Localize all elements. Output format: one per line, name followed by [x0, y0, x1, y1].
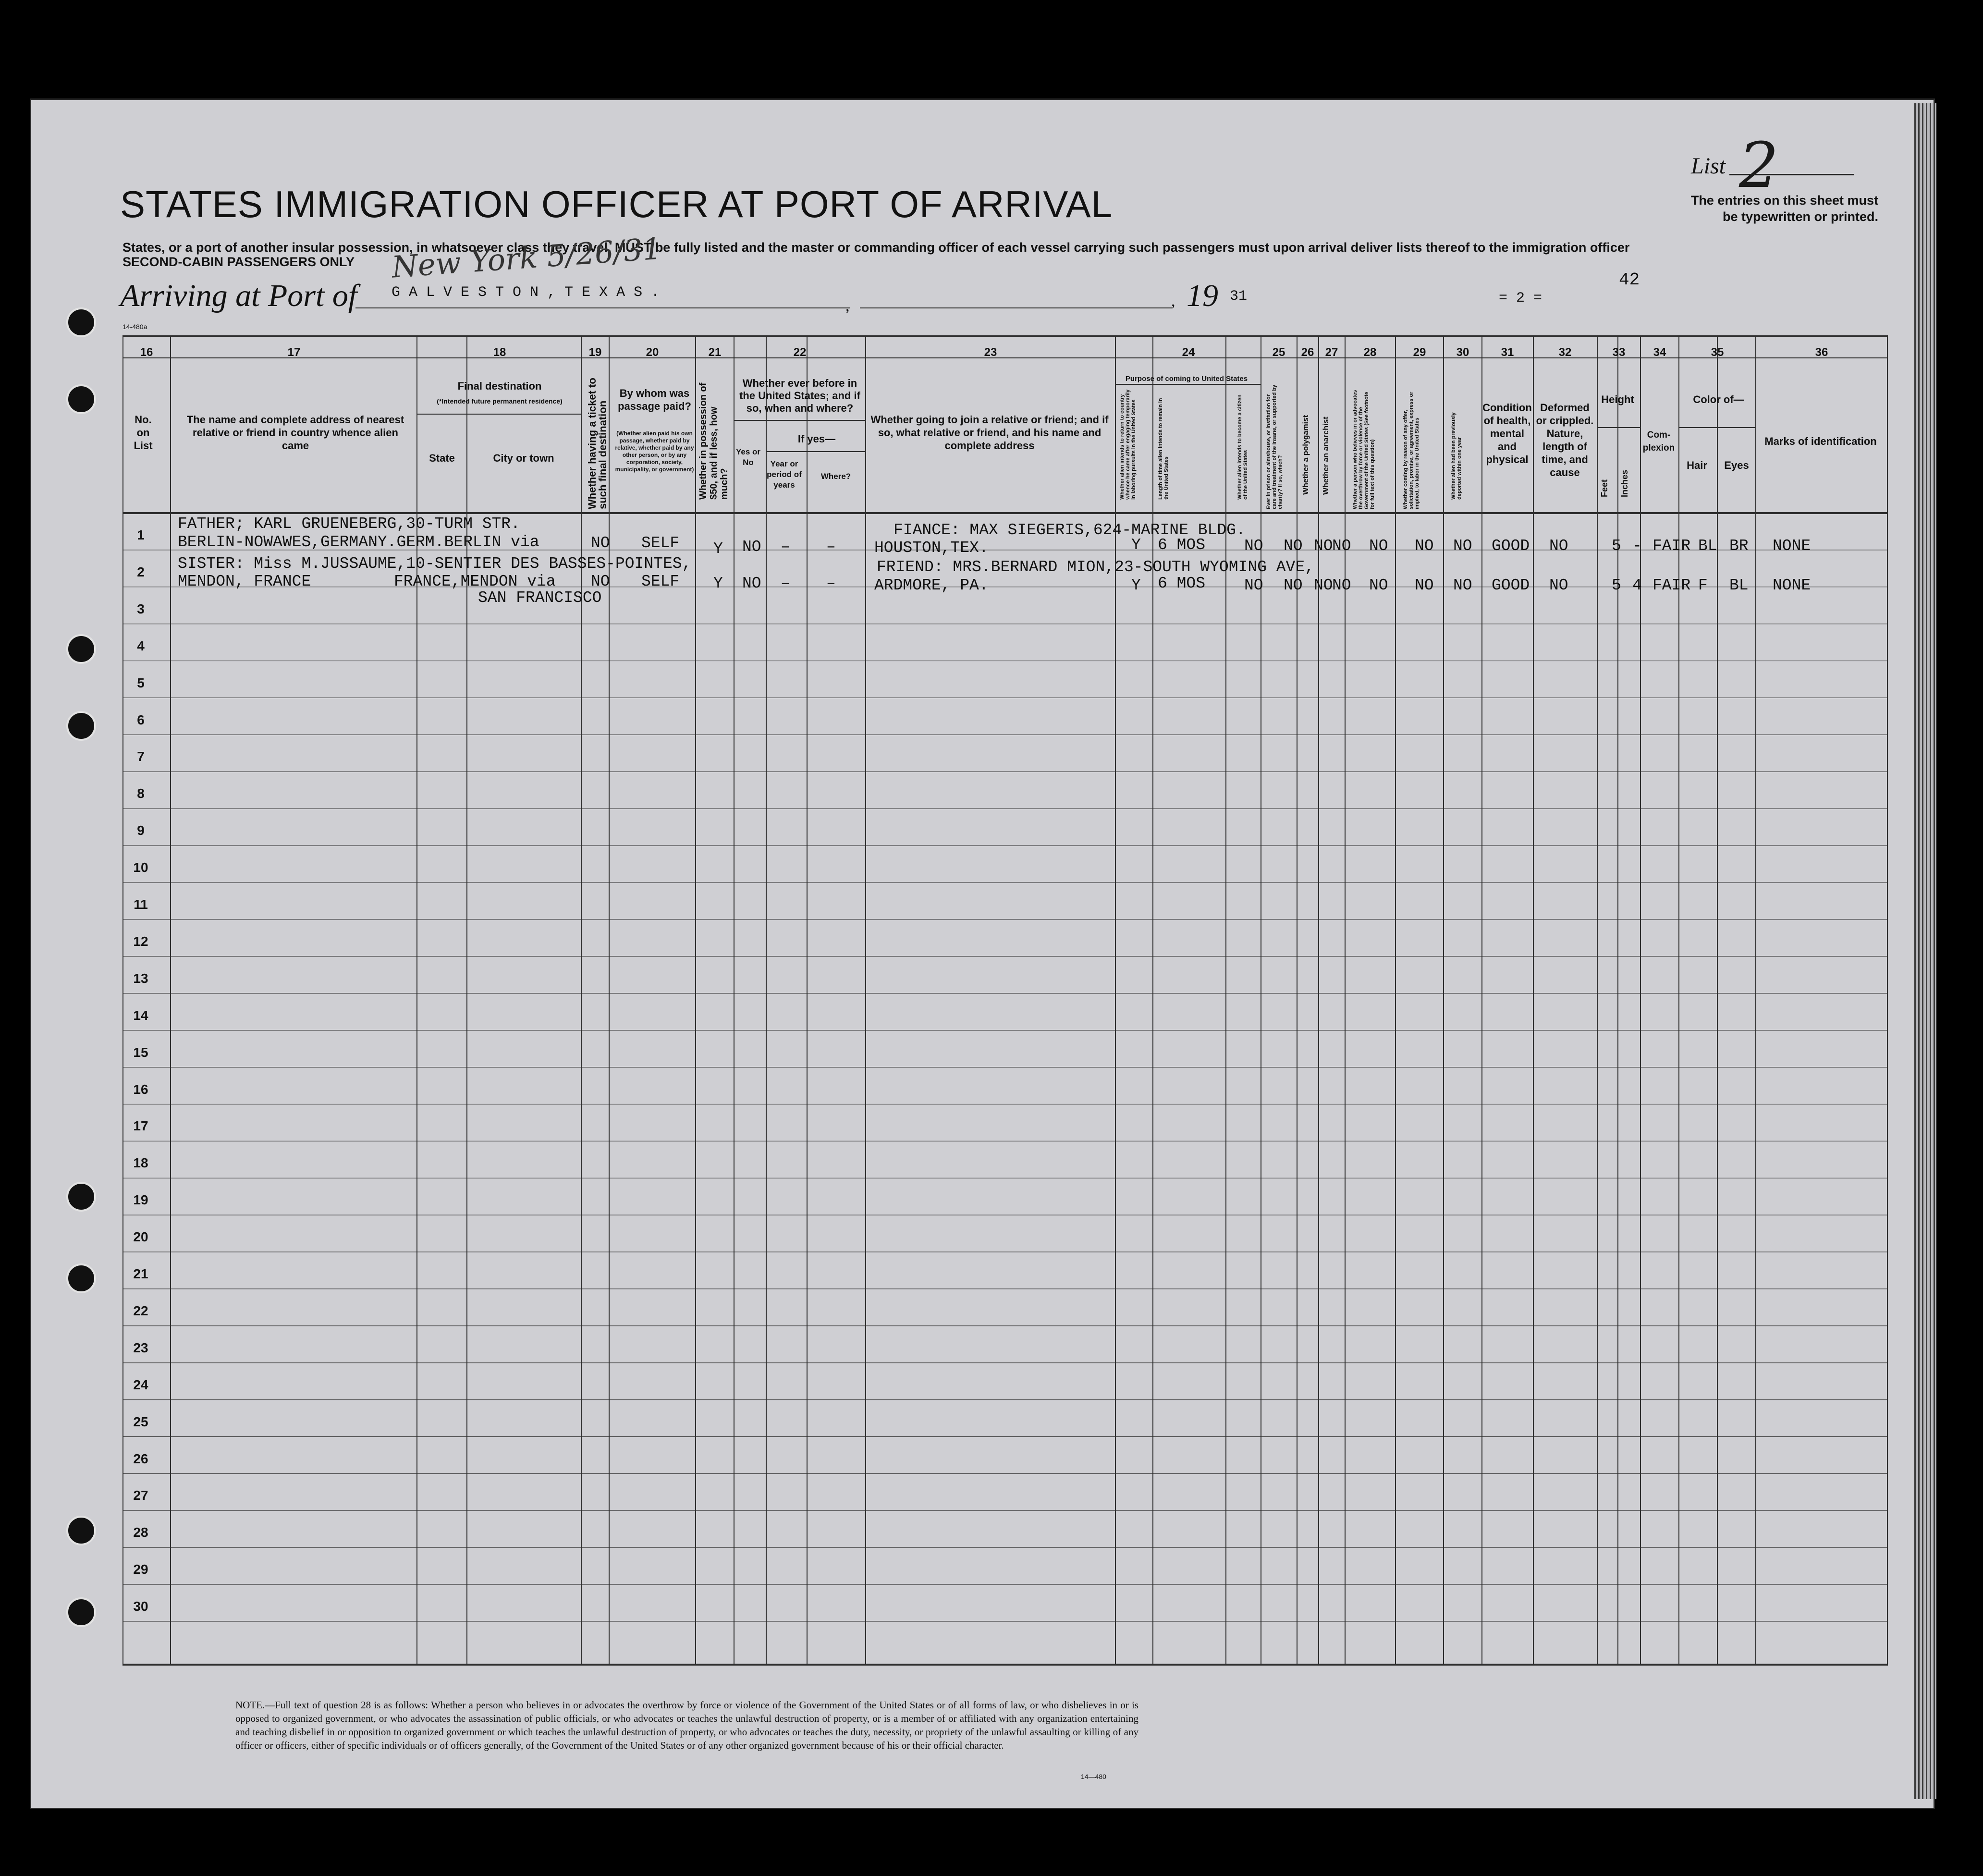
hdr-purpose: Purpose of coming to United States	[1125, 375, 1248, 383]
row-number: 26	[133, 1451, 148, 1466]
hdr-passage-paid-sub: (Whether alien paid his own passage, whether paid by relative, whether paid by any other person, or by any corporation, society, municipality, or government)	[615, 430, 694, 473]
entry-2-deformed: NO	[1549, 576, 1568, 594]
hdr-passage-paid: By whom was passage paid?	[618, 387, 691, 412]
entry-1-paid: SELF	[641, 534, 680, 552]
hdr-feet: Feet	[1600, 479, 1609, 497]
binder-hole-icon	[66, 307, 96, 337]
entry-1-where: –	[826, 538, 836, 556]
column-number-26: 26	[1301, 346, 1314, 359]
row-number: 15	[133, 1044, 148, 1060]
entry-2-fifty: Y	[713, 575, 723, 592]
binder-hole-icon	[66, 1182, 96, 1212]
entry-1-feet: 5	[1612, 537, 1621, 555]
hdr-ever-before: Whether ever before in the United States; and if so, when and where?	[739, 377, 860, 414]
column-number-30: 30	[1456, 346, 1469, 359]
row-number: 6	[137, 712, 145, 727]
entry-2-dest-line2: FRANCE,MENDON via	[394, 573, 556, 590]
entry-1-join-line2: HOUSTON,TEX.	[874, 539, 989, 557]
entry-1-deformed: NO	[1549, 537, 1568, 555]
hdr-hair: Hair	[1687, 459, 1707, 471]
hdr-complexion: Com- plexion	[1642, 430, 1675, 453]
hdr-polygamist: Whether a polygamist	[1302, 415, 1310, 495]
header-line-1: States, or a port of another insular possession, in whatsoever class they travel, MUST be fully listed and the master or commanding officer of each vessel carrying such passengers must upon arrival deliver lists thereof to the immigration officer	[122, 240, 1630, 255]
entry-2-ticket: NO	[591, 573, 610, 590]
entry-2-citizen: NO	[1244, 576, 1263, 594]
entry-1-years: –	[781, 538, 790, 556]
entry-1-join-line1: FIANCE: MAX SIEGERIS,624-MARINE BLDG.	[894, 521, 1246, 539]
hdr-height: Height	[1601, 393, 1634, 405]
row-number: 25	[133, 1414, 148, 1429]
hdr-ticket: Whether having a ticket to such final destination	[586, 378, 609, 509]
row-number: 17	[133, 1118, 148, 1134]
row-number: 23	[133, 1340, 148, 1355]
column-number-34: 34	[1653, 346, 1666, 359]
column-number-22: 22	[793, 346, 807, 359]
hdr-final-destination: Final destination	[457, 380, 542, 392]
column-number-25: 25	[1272, 346, 1285, 359]
hdr-purpose-return: Whether alien intends to return to country whence he came after engaging temporarily in laboring pursuits in the United States	[1119, 389, 1137, 500]
row-number: 18	[133, 1155, 148, 1171]
column-number-31: 31	[1501, 346, 1514, 359]
entry-2-feet: 5	[1612, 576, 1621, 594]
header-line-2: SECOND-CABIN PASSENGERS ONLY	[122, 255, 355, 269]
entry-1-citizen: NO	[1244, 537, 1263, 555]
hdr-state: State	[429, 452, 455, 464]
entry-1-offer: NO	[1415, 537, 1434, 555]
entry-2-relative-line1: SISTER: Miss M.JUSSAUME,10-SENTIER DES BASSES-POINTES,	[178, 555, 692, 573]
entry-1-marks: NONE	[1773, 537, 1811, 555]
row-number: 4	[137, 638, 145, 653]
arriving-label: Arriving at Port of	[120, 278, 357, 313]
entry-2-inches: 4	[1632, 576, 1642, 594]
row-number: 14	[133, 1007, 148, 1023]
year-suffix: 31	[1230, 288, 1248, 305]
row-number: 29	[133, 1562, 148, 1577]
column-number-35: 35	[1711, 346, 1724, 359]
sheet-count: 42	[1619, 270, 1640, 290]
year-prefix: 19	[1187, 278, 1218, 313]
hdr-final-destination-sub: (*Intended future permanent residence)	[437, 397, 563, 405]
row-number: 19	[133, 1192, 148, 1208]
row-number: 1	[137, 527, 145, 542]
row-number: 22	[133, 1303, 148, 1318]
row-number: 28	[133, 1525, 148, 1540]
entry-2-prison: NO	[1284, 576, 1303, 594]
entry-1-inches: -	[1632, 537, 1642, 555]
entry-2-complexion: FAIR	[1652, 576, 1691, 594]
hdr-city: City or town	[493, 452, 554, 464]
column-number-29: 29	[1413, 346, 1426, 359]
hdr-overthrow: Whether a person who believes in or advocates the overthrow by force or violence of the Government of the United States (See footnote for full text of this question)	[1352, 390, 1375, 509]
column-number-32: 32	[1558, 346, 1572, 359]
typewritten-note	[1643, 192, 1878, 225]
entry-2-deported: NO	[1453, 576, 1472, 594]
row-number: 5	[137, 675, 145, 690]
entry-2-polygamist: NO	[1314, 576, 1333, 594]
hdr-purpose-citizen: Whether alien intends to become a citizen of the United States	[1237, 394, 1249, 500]
row-number: 16	[133, 1081, 148, 1097]
row-number: 2	[137, 564, 145, 579]
form-code-bottom: 14—480	[1081, 1773, 1106, 1780]
row-number: 9	[137, 823, 145, 838]
entry-1-returning: Y	[1131, 536, 1141, 554]
column-number-23: 23	[984, 346, 997, 359]
column-number-36: 36	[1815, 346, 1828, 359]
hdr-anarchist: Whether an anarchist	[1322, 417, 1330, 495]
hdr-color-of: Color of—	[1693, 393, 1744, 405]
row-number: 27	[133, 1488, 148, 1503]
entry-1-relative-line1: FATHER; KARL GRUENEBERG,30-TURM STR.	[178, 515, 520, 533]
column-number-33: 33	[1612, 346, 1626, 359]
hdr-where: Where?	[820, 472, 851, 481]
entry-1-length: 6 MOS	[1158, 536, 1206, 554]
row-number: 24	[133, 1377, 148, 1392]
entry-1-prison: NO	[1284, 537, 1303, 555]
typewritten-note-line-2: be typewritten or printed.	[1722, 209, 1878, 224]
list-label: List	[1691, 153, 1726, 179]
entry-2-offer: NO	[1415, 576, 1434, 594]
entry-1-anarchist: NO	[1332, 537, 1351, 555]
binder-hole-icon	[66, 1516, 96, 1545]
hdr-eyes: Eyes	[1724, 459, 1749, 471]
row-number: 20	[133, 1229, 148, 1245]
column-number-21: 21	[708, 346, 722, 359]
entry-1-hair: BL	[1698, 537, 1717, 555]
entry-2-join-line2: ARDMORE, PA.	[874, 576, 989, 594]
binder-hole-icon	[66, 711, 96, 741]
entry-2-relative-line2: MENDON, FRANCE	[178, 573, 311, 590]
hdr-deported: Whether alien had been previously deported within one year	[1451, 412, 1462, 500]
entry-2-length: 6 MOS	[1158, 575, 1206, 592]
handwritten-annotation: New York 5/26/31	[391, 231, 663, 285]
entry-2-where: –	[826, 575, 836, 592]
footnote: NOTE.—Full text of question 28 is as follows: Whether a person who believes in or advocates the overthrow by force or violence of the Government of the United States or of all forms of law, or who disbelieves in or is opposed to organized government, or who advocates the assassination of public officials, or who advocates or teaches the unlawful destruction of property, or is a member of or affiliated with any organization entertaining and teaching disbelief in or opposition to organized government or which teaches the unlawful destruction of property, or who advocates or teaches the duty, necessity, or propriety of the unlawful assaulting or killing of any officer or officers, either of specific individuals or of officers generally, of the Government of the United States or of any other organized government because of his or their official character.	[235, 1699, 1138, 1751]
entry-1-before: NO	[742, 538, 761, 556]
date-underline	[860, 307, 1172, 308]
column-number-24: 24	[1182, 346, 1195, 359]
entry-1-deported: NO	[1453, 537, 1472, 555]
form-code-top: 14-480a	[122, 323, 147, 331]
stacked-page-edges	[1914, 103, 1936, 1799]
entry-2-hair: F	[1698, 576, 1708, 594]
row-number: 12	[133, 933, 148, 949]
list-underline	[1729, 174, 1854, 175]
column-number-20: 20	[646, 346, 659, 359]
hdr-nearest-relative: The name and complete address of nearest relative or friend in country whence alien came	[186, 414, 404, 452]
hdr-health: Condition of health, mental and physical	[1482, 402, 1532, 466]
row-number: 21	[133, 1266, 148, 1281]
hdr-yes-or-no: Yes or No	[735, 447, 761, 467]
column-number-27: 27	[1325, 346, 1338, 359]
hdr-no-on-list: No. on List	[134, 414, 153, 452]
entry-2-marks: NONE	[1773, 576, 1811, 594]
entry-2-join-line1: FRIEND: MRS.BERNARD MION,23-SOUTH WYOMING AVE,	[877, 558, 1314, 576]
entry-2-years: –	[781, 575, 790, 592]
entry-2-returning: Y	[1131, 576, 1141, 594]
entry-1-overthrow: NO	[1369, 537, 1388, 555]
column-number-19: 19	[588, 346, 602, 359]
entry-2-health: GOOD	[1492, 576, 1530, 594]
hdr-ever-prison: Ever in prison or almshouse, or institution for care and treatment of the insane, or supported by charity? If so, which?	[1266, 384, 1283, 509]
hdr-possession-50: Whether in possession of $50, and if less, how much?	[698, 382, 730, 500]
entry-2-dest-line3: SAN FRANCISCO	[478, 589, 602, 607]
port-value: G A L V E S T O N , T E X A S .	[392, 284, 660, 301]
sheet-marker: = 2 =	[1499, 290, 1542, 307]
entry-1-ticket: NO	[591, 534, 610, 552]
column-number-28: 28	[1363, 346, 1377, 359]
column-number-18: 18	[493, 346, 506, 359]
row-number: 30	[133, 1599, 148, 1614]
list-number: 2	[1739, 129, 1779, 202]
row-number: 3	[137, 601, 145, 616]
entry-1-polygamist: NO	[1314, 537, 1333, 555]
binder-hole-icon	[66, 1263, 96, 1293]
row-number: 11	[134, 897, 148, 912]
binder-hole-icon	[66, 1597, 96, 1627]
hdr-join-relative: Whether going to join a relative or friend; and if so, what relative or friend, and his name and complete address	[870, 414, 1109, 452]
binder-hole-icon	[66, 384, 96, 414]
binder-hole-icon	[66, 634, 96, 664]
entry-2-overthrow: NO	[1369, 576, 1388, 594]
hdr-inches: Inches	[1620, 469, 1629, 497]
entry-1-complexion: FAIR	[1652, 537, 1691, 555]
entry-2-eyes: BL	[1729, 576, 1749, 594]
hdr-marks: Marks of identification	[1764, 435, 1877, 447]
page-title: STATES IMMIGRATION OFFICER AT PORT OF ARRIVAL	[120, 183, 1113, 225]
row-number: 10	[133, 860, 148, 875]
entry-1-eyes: BR	[1729, 537, 1749, 555]
entry-2-before: NO	[742, 575, 761, 592]
entry-2-paid: SELF	[641, 573, 680, 590]
entry-2-anarchist: NO	[1332, 576, 1351, 594]
hdr-year-period: Year or period of years	[767, 459, 802, 490]
entry-1-fifty: Y	[713, 540, 723, 558]
hdr-offer: Whether coming by reason of any offer, solicitation, promise, or agreement, express or implied, to labor in the United States	[1403, 392, 1420, 509]
row-number: 8	[137, 786, 145, 801]
port-underline	[355, 307, 850, 308]
column-number-16: 16	[140, 346, 153, 359]
row-number: 7	[137, 749, 145, 764]
column-number-17: 17	[287, 346, 301, 359]
entry-1-relative-line2: BERLIN-NOWAWES,GERMANY.GERM.BERLIN via	[178, 533, 539, 551]
hdr-purpose-length: Length of time alien intends to remain in the United States	[1158, 398, 1169, 500]
hdr-deformed: Deformed or crippled. Nature, length of time, and cause	[1536, 402, 1594, 478]
row-number: 13	[133, 970, 148, 986]
hdr-if-yes: If yes—	[797, 433, 836, 445]
entry-1-health: GOOD	[1492, 537, 1530, 555]
typewritten-note-line-1: The entries on this sheet must	[1690, 193, 1878, 208]
